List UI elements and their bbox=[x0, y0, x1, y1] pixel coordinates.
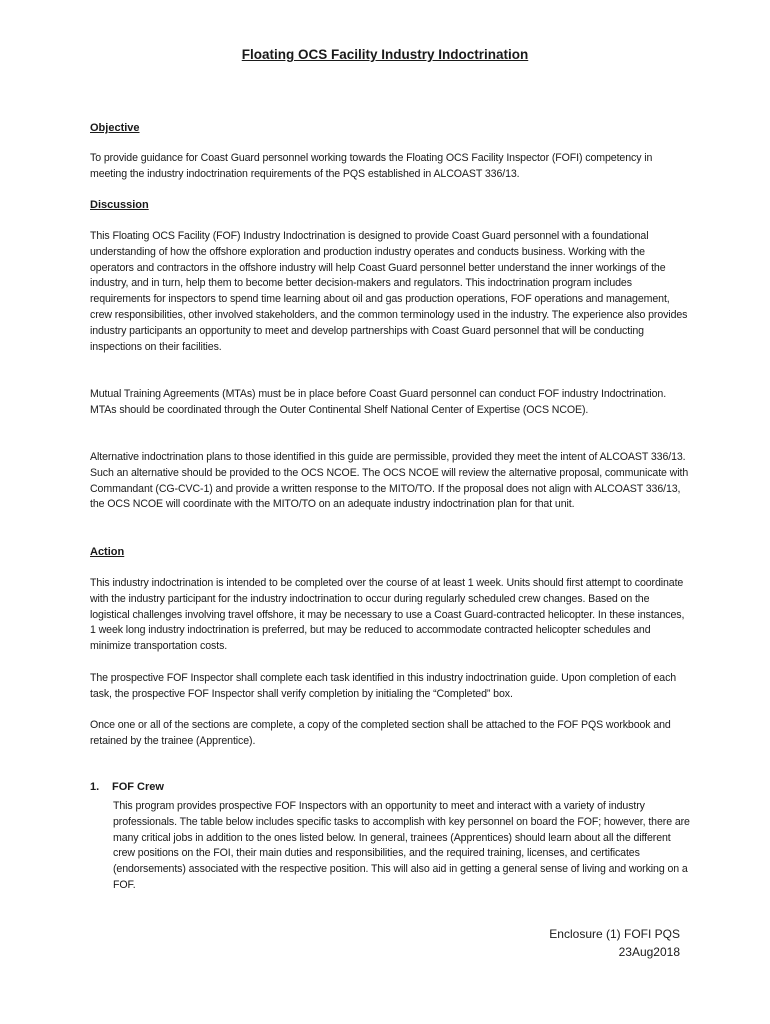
action-heading: Action bbox=[90, 546, 125, 558]
objective-heading: Objective bbox=[90, 122, 140, 134]
section-1-heading bbox=[90, 781, 164, 793]
action-paragraph-2: The prospective FOF Inspector shall complete each task identified in this industry indoctrination guide. Upon completion of each task, the prospective FOF Inspector shall verify completion by initialing the “Completed” box. bbox=[90, 672, 677, 700]
discussion-paragraph-3: Alternative indoctrination plans to those identified in this guide are permissible, provided they meet the intent of ALCOAST 336/13. Such an alternative should be provided to the OCS NCOE. The OCS NCOE will review the alternative proposal, communicate with Commandant (CG-CVC-1) and provide a written response to the MITO/TO. If the proposal does not align with ALCOAST 336/13, the OCS NCOE will coordinate with the MITO/TO on an adequate industry indoctrination plan for that unit. bbox=[90, 451, 689, 511]
section-1-title: FOF Crew bbox=[112, 781, 164, 793]
section-1-number: 1. bbox=[90, 781, 100, 793]
discussion-paragraph-1: This Floating OCS Facility (FOF) Industry Indoctrination is designed to provide Coast Guard personnel with a foundational understanding of how the offshore exploration and production industry operates and conducts business. Working with the operators and contractors in the offshore industry will help Coast Guard personnel better understand the inner workings of the industry, and in turn, help them to become better decision-makers and regulators. This indoctrination program includes requirements for inspectors to spend time learning about oil and gas production operations, FOF operations and management, crew responsibilities, other involved stakeholders, and the common terminology used in the industry. The experience also provides industry participants an opportunity to meet and develop partnerships with Coast Guard personnel that will be conducting inspections on their facilities. bbox=[90, 230, 688, 353]
discussion-heading: Discussion bbox=[90, 199, 149, 211]
action-paragraph-3: Once one or all of the sections are complete, a copy of the completed section shall be attached to the FOF PQS workbook and retained by the trainee (Apprentice). bbox=[90, 719, 671, 747]
page-footer bbox=[549, 925, 680, 961]
section-1-paragraph: This program provides prospective FOF Inspectors with an opportunity to meet and interact with a variety of industry professionals. The table below includes specific tasks to accomplish with key personnel on board the FOF; however, there are many critical jobs in addition to the ones listed below. In general, trainees (Apprentices) should learn about all the different crew positions on the FOI, their main duties and responsibilities, and the required training, licenses, and certificates (endorsements) associated with the respective position. This will also aid in getting a general sense of living and working on a FOF. bbox=[113, 800, 690, 891]
footer-date: 23Aug2018 bbox=[618, 945, 680, 959]
page-title: Floating OCS Facility Industry Indoctrination bbox=[241, 47, 529, 62]
objective-paragraph: To provide guidance for Coast Guard personnel working towards the Floating OCS Facility Inspector (FOFI) competency in meeting the industry indoctrination requirements of the PQS established in ALCOAST 336/13. bbox=[90, 152, 653, 180]
footer-enclosure: Enclosure (1) FOFI PQS bbox=[549, 927, 680, 941]
discussion-paragraph-2: Mutual Training Agreements (MTAs) must be in place before Coast Guard personnel can conduct FOF industry Indoctrination. MTAs should be coordinated through the Outer Continental Shelf National Center of Expertise (OCS NCOE). bbox=[90, 388, 667, 416]
action-paragraph-1: This industry indoctrination is intended to be completed over the course of at least 1 week. Units should first attempt to coordinate with the industry participant for the industry indoctrination to occur during regularly scheduled crew changes. Based on the logistical challenges involving travel offshore, it may be necessary to use a Coast Guard-contracted helicopter. In these instances, 1 week long industry indoctrination is preferred, but may be reduced to accommodate contracted helicopter schedules and minimize transportation costs. bbox=[90, 577, 685, 653]
